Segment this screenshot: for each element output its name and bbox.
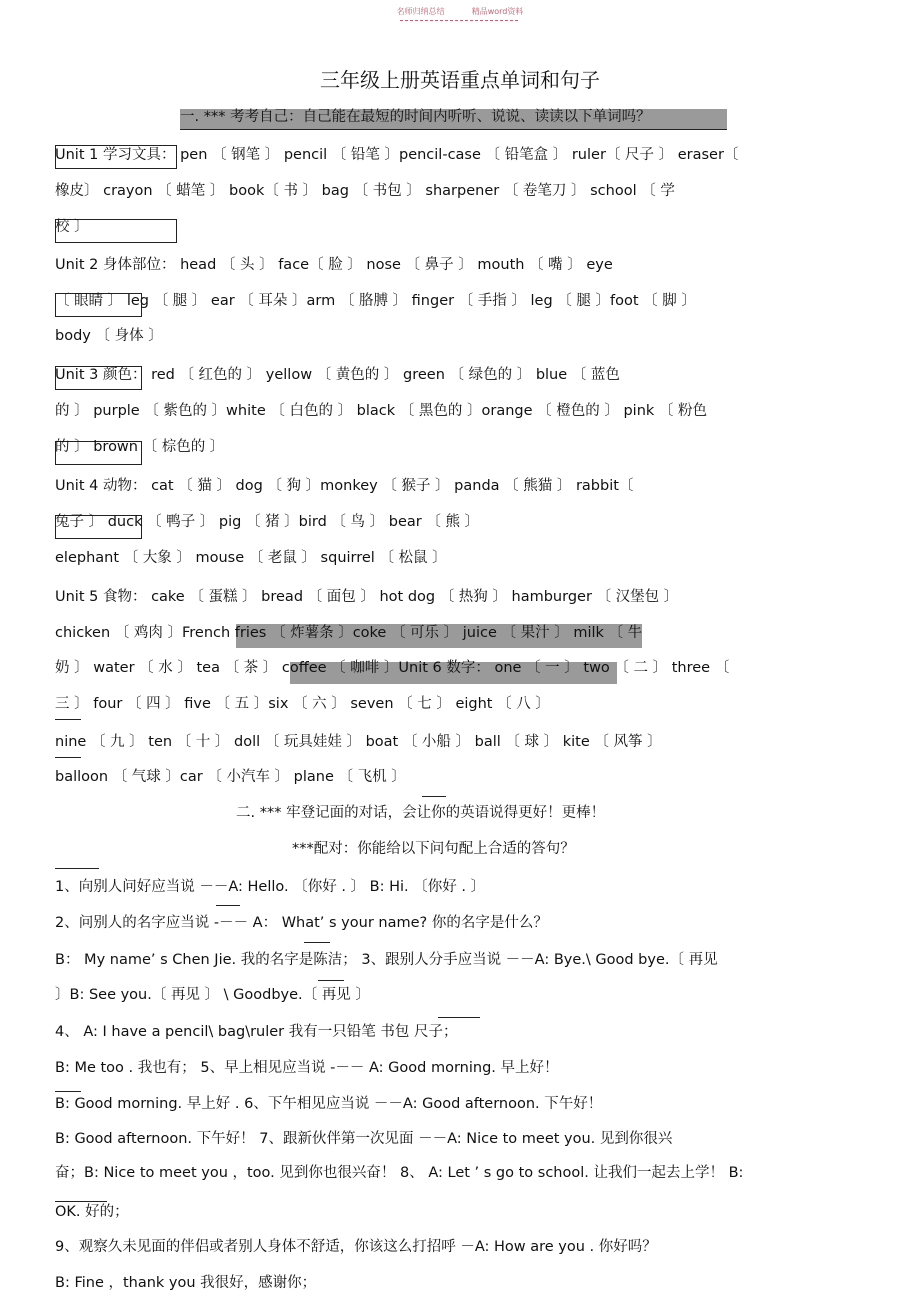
short-rule bbox=[55, 719, 81, 720]
page-title: 三年级上册英语重点单词和句子 bbox=[320, 68, 600, 92]
vocab-line-17: nine 〔 九 〕 ten 〔 十 〕 doll 〔 玩具娃娃 〕 boat 〔 小船 〕 ball 〔 球 〕 kite 〔 风筝 〕 bbox=[55, 734, 662, 750]
header-divider bbox=[400, 20, 518, 21]
vocab-line-12: elephant 〔 大象 〕 mouse 〔 老鼠 〕 squirrel 〔 松鼠 〕 bbox=[55, 550, 447, 566]
header-left: 名师归纳总结 bbox=[396, 7, 445, 16]
dialog-line-11: 9、观察久未见面的伴侣或者别人身体不舒适，你该这么打招呼 －A: How are you . 你好吗？ bbox=[55, 1239, 657, 1255]
heading-underline bbox=[180, 129, 727, 130]
short-rule bbox=[55, 868, 99, 869]
short-rule bbox=[55, 757, 81, 758]
vocab-line-8: 的 〕 purple 〔 紫色的 〕white 〔 白色的 〕 black 〔 黑色的 〕orange 〔 橙色的 〕 pink 〔 粉色 bbox=[55, 403, 707, 419]
dialog-line-3: B： My name’ s Chen Jie. 我的名字是陈洁； 3、跟别人分手应当说 －－A: Bye.\ Good bye.〔 再见 bbox=[55, 952, 718, 968]
vocab-line-4: Unit 2 身体部位： head 〔 头 〕 face〔 脸 〕 nose 〔 鼻子 〕 mouth 〔 嘴 〕 eye bbox=[55, 257, 613, 273]
dialog-line-10: OK. 好的； bbox=[55, 1204, 129, 1220]
vocab-line-15: 奶 〕 water 〔 水 〕 tea 〔 茶 〕 coffee 〔 咖啡 〕Unit 6 数字： one 〔 一 〕 two 〔 二 〕 three 〔 bbox=[55, 660, 730, 676]
vocab-line-3: 校 〕 bbox=[55, 219, 89, 235]
short-rule bbox=[304, 942, 330, 943]
short-rule bbox=[216, 905, 240, 906]
page-header bbox=[0, 6, 920, 17]
short-rule bbox=[318, 980, 344, 981]
vocab-line-10: Unit 4 动物： cat 〔 猫 〕 dog 〔 狗 〕monkey 〔 猴子 〕 panda 〔 熊猫 〕 rabbit〔 bbox=[55, 478, 634, 494]
vocab-line-7: Unit 3 颜色： red 〔 红色的 〕 yellow 〔 黄色的 〕 green 〔 绿色的 〕 blue 〔 蓝色 bbox=[55, 367, 620, 383]
dialog-line-8: B: Good afternoon. 下午好！ 7、跟新伙伴第一次见面 －－A: Nice to meet you. 见到你很兴 bbox=[55, 1131, 673, 1147]
vocab-line-11: 兔子 〕 duck 〔 鸭子 〕 pig 〔 猪 〕bird 〔 鸟 〕 bear 〔 熊 〕 bbox=[55, 514, 480, 530]
dialog-line-4: 〕B: See you.〔 再见 〕 \ Goodbye.〔 再见 〕 bbox=[55, 987, 370, 1003]
vocab-line-13: Unit 5 食物： cake 〔 蛋糕 〕 bread 〔 面包 〕 hot dog 〔 热狗 〕 hamburger 〔 汉堡包 〕 bbox=[55, 589, 679, 605]
dialog-line-12: B: Fine ，thank you 我很好，感谢你； bbox=[55, 1275, 317, 1291]
vocab-line-1: Unit 1 学习文具： pen 〔 钢笔 〕 pencil 〔 铅笔 〕pencil-case 〔 铅笔盒 〕 ruler〔 尺子 〕 eraser〔 bbox=[55, 147, 739, 163]
dialog-line-1: 1、向别人问好应当说 －－A: Hello. 〔你好 . 〕 B: Hi. 〔你好 . 〕 bbox=[55, 879, 486, 895]
vocab-line-14: chicken 〔 鸡肉 〕French fries 〔 炸薯条 〕coke 〔 可乐 〕 juice 〔 果汁 〕 milk 〔 牛 bbox=[55, 625, 643, 641]
section2-heading: 二. *** 牢登记面的对话，会让你的英语说得更好！更棒！ bbox=[236, 805, 606, 821]
dialog-line-2: 2、问别人的名字应当说 -－－ A： What’ s your name? 你的名字是什么？ bbox=[55, 915, 548, 931]
vocab-line-18: balloon 〔 气球 〕car 〔 小汽车 〕 plane 〔 飞机 〕 bbox=[55, 769, 406, 785]
short-rule bbox=[422, 796, 446, 797]
header-right: 精品word资料 bbox=[471, 7, 524, 16]
vocab-line-9: 的 〕 brown 〔 棕色的 〕 bbox=[55, 439, 225, 455]
short-rule bbox=[55, 1091, 81, 1092]
vocab-line-6: body 〔 身体 〕 bbox=[55, 328, 163, 344]
dialog-line-5: 4、 A: I have a pencil\ bag\ruler 我有一只铅笔 书包 尺子； bbox=[55, 1024, 458, 1040]
dialog-line-6: B: Me too . 我也有； 5、早上相见应当说 -－－ A: Good morning. 早上好！ bbox=[55, 1060, 559, 1076]
dialog-line-7: B: Good morning. 早上好 . 6、下午相见应当说 －－A: Good afternoon. 下午好！ bbox=[55, 1096, 603, 1112]
vocab-line-2: 橡皮〕 crayon 〔 蜡笔 〕 book〔 书 〕 bag 〔 书包 〕 sharpener 〔 卷笔刀 〕 school 〔 学 bbox=[55, 183, 675, 199]
section1-heading: 一. *** 考考自己：自己能在最短的时间内听听、说说、读读以下单词吗？ bbox=[180, 109, 651, 125]
vocab-line-5: 〔 眼睛 〕 leg 〔 腿 〕 ear 〔 耳朵 〕arm 〔 胳膊 〕 finger 〔 手指 〕 leg 〔 腿 〕foot 〔 脚 〕 bbox=[55, 293, 696, 309]
section2-subheading: ***配对：你能给以下问句配上合适的答句？ bbox=[292, 841, 575, 857]
vocab-line-16: 三 〕 four 〔 四 〕 five 〔 五 〕six 〔 六 〕 seven 〔 七 〕 eight 〔 八 〕 bbox=[55, 696, 550, 712]
short-rule bbox=[438, 1017, 480, 1018]
dialog-line-9: 奋；B: Nice to meet you ，too. 见到你也很兴奋！ 8、 A: Let ’ s go to school. 让我们一起去上学！ B: bbox=[55, 1165, 744, 1181]
